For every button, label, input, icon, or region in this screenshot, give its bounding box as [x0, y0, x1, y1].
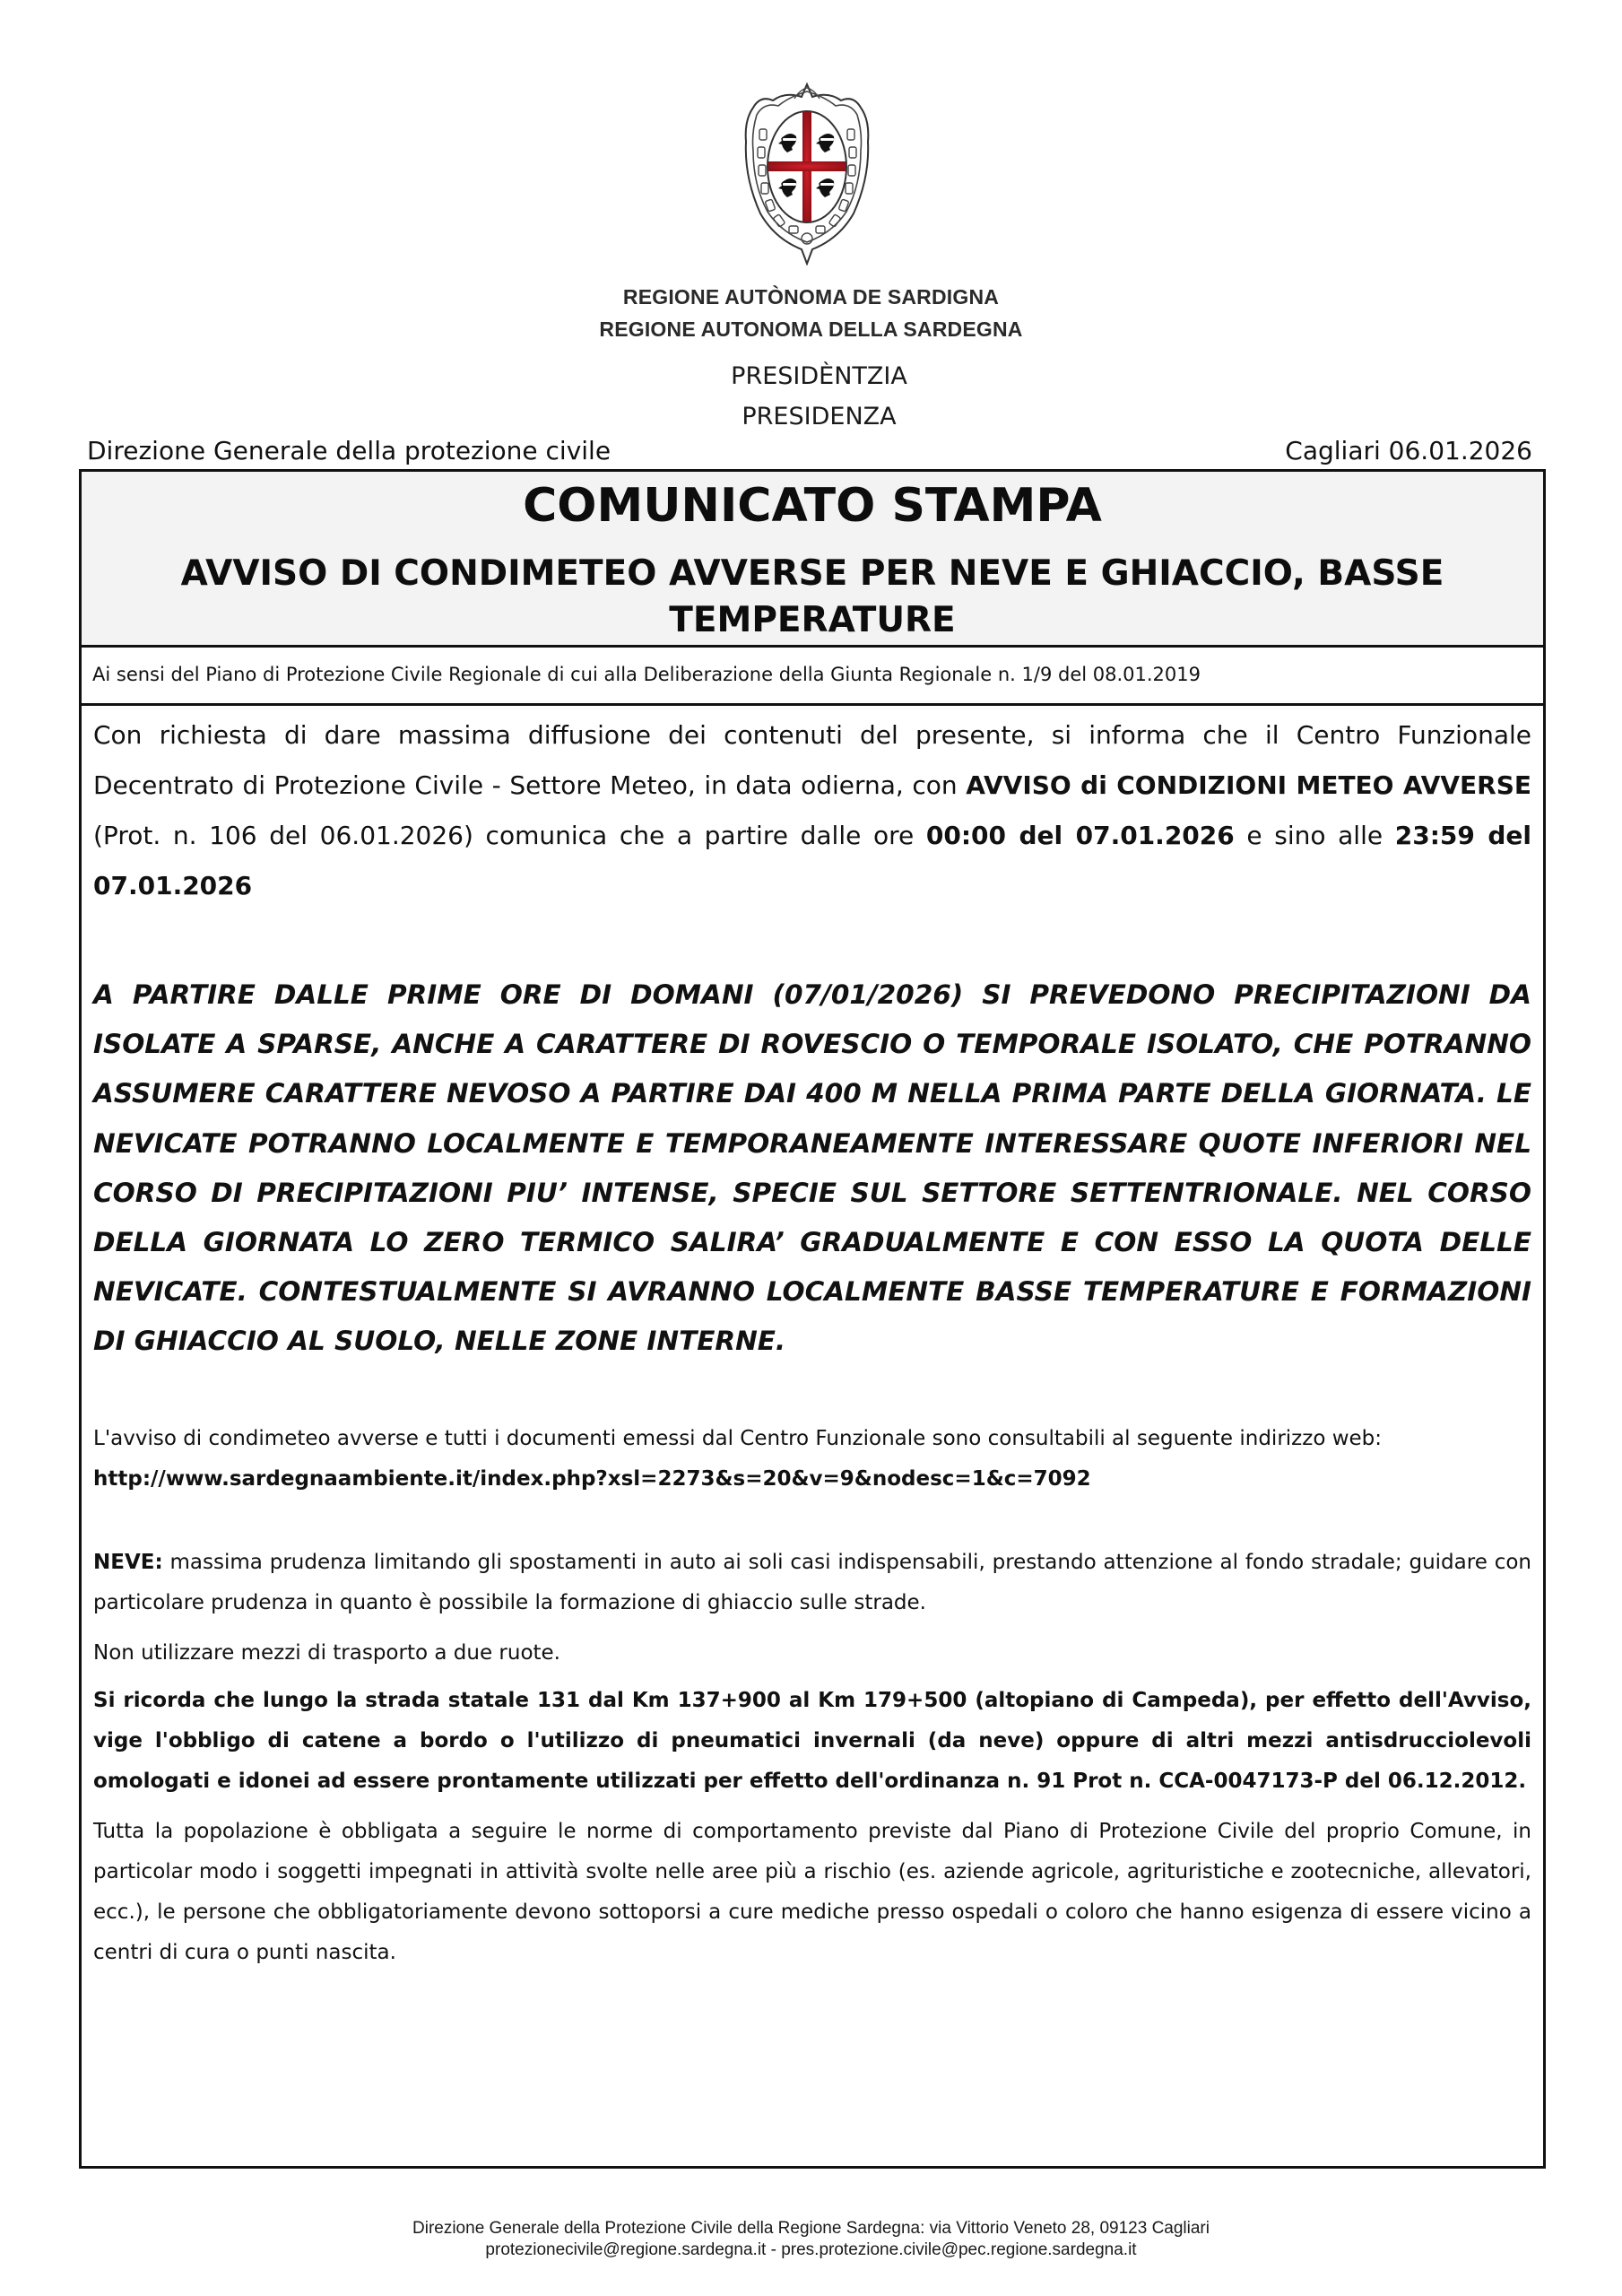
- intro-bold-end: 23:59 del 07.01.2026: [93, 821, 1531, 900]
- coat-of-arms-logo-icon: [735, 79, 879, 265]
- web-notice-text: L'avviso di condimeteo avverse e tutti i documenti emessi dal Centro Funzionale sono consultabili al seguente indirizzo web:: [93, 1426, 1383, 1450]
- press-release-box: [79, 469, 1546, 2169]
- web-notice-link[interactable]: http://www.sardegnaambiente.it/index.php?xsl=2273&s=20&v=9&nodesc=1&c=7092: [93, 1466, 1091, 1491]
- region-name-sardinian: REGIONE AUTÒNOMA DE SARDIGNA: [622, 285, 1000, 309]
- office-sardinian: PRESIDÈNTZIA: [731, 362, 907, 390]
- place-date: Cagliari 06.01.2026: [1285, 436, 1532, 465]
- intro-text-3: e sino alle: [1234, 821, 1395, 850]
- intro-text-1: Con richiesta di dare massima diffusione dei contenuti del presente, si informa che il Centro Funzionale Decentrato di Protezione Civile - Settore Meteo, in data odierna, con: [93, 720, 1531, 800]
- body-content: [93, 706, 1531, 1973]
- department-name: Direzione Generale della protezione civile: [87, 436, 612, 465]
- two-wheels-notice: Non utilizzare mezzi di trasporto a due ruote.: [93, 1640, 560, 1665]
- title-header: [82, 472, 1543, 648]
- weather-alert-paragraph: A PARTIRE DALLE PRIME ORE DI DOMANI (07/01/2026) SI PREVEDONO PRECIPITAZIONI DA ISOLATE A SPARSE, ANCHE A CARATTERE DI ROVESCIO O TEMPORALE ISOLATO, CHE POTRANNO ASSUMERE CARATTERE NEVOSO A PARTIRE DAI 400 M NELLA PRIMA PARTE DELLA GIORNATA. LE NEVICATE POTRANNO LOCALMENTE E TEMPORANEAMENTE INTERESSARE QUOTE INFERIORI NEL CORSO DI PRECIPITAZIONI PIU’ INTENSE, SPECIE SUL SETTORE SETTENTRIONALE. NEL CORSO DELLA GIORNATA LO ZERO TERMICO SALIRA’ GRADUALMENTE E CON ESSO LA QUOTA DELLE NEVICATE. CONTESTUALMENTE SI AVRANNO LOCALMENTE BASSE TEMPERATURE E FORMAZIONI DI GHIACCIO AL SUOLO, NELLE ZONE INTERNE.: [93, 979, 1531, 1357]
- footer-address: Direzione Generale della Protezione Civile della Regione Sardegna: via Vittorio Veneto 28, 09123 Cagliari: [412, 2219, 1210, 2238]
- ss131-notice: Si ricorda che lungo la strada statale 131 dal Km 137+900 al Km 179+500 (altopiano di Campeda), per effetto dell'Avviso, vige l'obbligo di catene a bordo o l'utilizzo di pneumatici invernali (da neve) oppure di altri mezzi antisdrucciolevoli omologati e idonei ad essere prontamente utilizzati per effetto dell'ordinanza n. 91 Prot n. CCA-0047173-P del 06.12.2012.: [93, 1688, 1531, 1793]
- intro-bold-start: 00:00 del 07.01.2026: [925, 821, 1235, 850]
- legal-reference: Ai sensi del Piano di Protezione Civile Regionale di cui alla Deliberazione della Giunta Regionale n. 1/9 del 08.01.2019: [82, 648, 1543, 706]
- footer-emails: protezionecivile@regione.sardegna.it - pres.protezione.civile@pec.regione.sardegna.it: [485, 2240, 1137, 2259]
- snow-advice-text: massima prudenza limitando gli spostamenti in auto ai soli casi indispensabili, prestando attenzione al fondo stradale; guidare con particolare prudenza in quanto è possibile la formazione di ghiaccio sulle strade.: [93, 1550, 1531, 1614]
- web-notice-paragraph: [93, 1419, 1531, 1500]
- intro-bold-avviso: AVVISO di CONDIZIONI METEO AVVERSE: [966, 770, 1531, 800]
- document-title: COMUNICATO STAMPA: [523, 479, 1102, 533]
- intro-paragraph: [93, 706, 1531, 911]
- document-subtitle: AVVISO DI CONDIMETEO AVVERSE PER NEVE E GHIACCIO, BASSE TEMPERATURE: [180, 553, 1444, 640]
- region-name-italian: REGIONE AUTONOMA DELLA SARDEGNA: [599, 317, 1023, 341]
- snow-advice-paragraph: [93, 1543, 1531, 1623]
- snow-label: NEVE:: [93, 1550, 163, 1574]
- intro-text-2: (Prot. n. 106 del 06.01.2026) comunica che a partire dalle ore: [93, 821, 926, 850]
- population-notice: Tutta la popolazione è obbligata a seguire le norme di comportamento previste dal Piano di Protezione Civile del proprio Comune, in particolar modo i soggetti impegnati in attività svolte nelle aree più a rischio (es. aziende agricole, agrituristiche e zootecniche, allevatori, ecc.), le persone che obbligatoriamente devono sottoporsi a cure mediche presso ospedali o coloro che hanno esigenza di essere vicino a centri di cura o punti nascita.: [93, 1819, 1531, 1964]
- office-italian: PRESIDENZA: [742, 403, 897, 430]
